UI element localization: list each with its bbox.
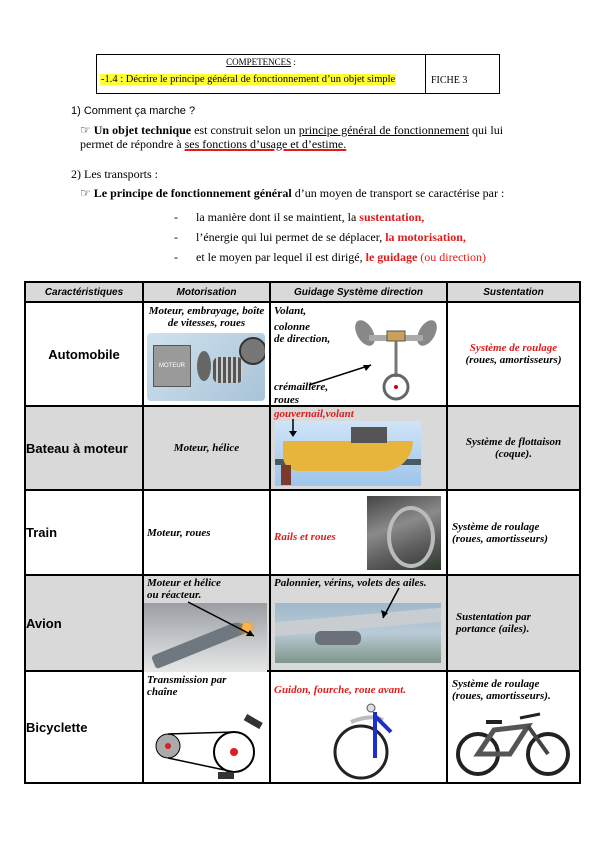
table-row bbox=[25, 302, 580, 406]
arrow-icon bbox=[271, 303, 448, 407]
guidage-text-5: roues bbox=[274, 394, 300, 406]
pointing-hand-icon: ☞ bbox=[80, 186, 91, 200]
list-highlight: la motorisation, bbox=[385, 230, 466, 244]
section2-intro bbox=[80, 186, 504, 200]
sustentation-text: Sustentation par bbox=[456, 611, 531, 623]
sustentation-text-red: Système de roulage bbox=[469, 342, 558, 354]
motorisation-cell bbox=[143, 671, 270, 783]
list-item: - l’énergie qui lui permet de se déplacer, la motorisation, bbox=[174, 230, 466, 244]
motorisation-text: chaîne bbox=[147, 686, 178, 698]
text: d’un moyen de transport se caractérise par : bbox=[291, 186, 505, 200]
sustentation-text: portance (ailes). bbox=[456, 623, 530, 635]
train-wheel-image bbox=[367, 496, 441, 570]
guidage-text: gouvernail,volant bbox=[274, 408, 354, 420]
gearbox-image bbox=[147, 333, 265, 401]
section2-heading: 2) Les transports : bbox=[71, 167, 158, 181]
guidage-text: Palonnier, vérins, volets des ailes. bbox=[274, 577, 427, 589]
red-underlined-term: ses fonctions d’usage et d’estime. bbox=[184, 137, 347, 151]
underlined-term: principe général de fonctionnement bbox=[298, 123, 470, 137]
wheel-rim bbox=[387, 506, 435, 568]
motorisation-text: Moteur et hélice bbox=[147, 577, 221, 589]
list-text: l’énergie qui lui permet de se déplacer, bbox=[196, 230, 386, 244]
saddle bbox=[486, 720, 502, 724]
list-highlight: le guidage bbox=[365, 250, 418, 264]
sustentation-text: (coque). bbox=[495, 448, 532, 460]
row-name: Avion bbox=[25, 575, 143, 671]
clutch-shape bbox=[197, 351, 211, 381]
arrow-icon bbox=[271, 407, 448, 491]
motorisation-cell: Moteur, hélice bbox=[143, 406, 270, 490]
gears-shape bbox=[213, 357, 243, 383]
wheel-shape bbox=[239, 337, 265, 365]
table-row bbox=[25, 406, 580, 490]
chain-bottom bbox=[168, 758, 234, 772]
motor-block: MOTEUR bbox=[153, 345, 191, 387]
fork bbox=[528, 726, 548, 754]
guidage-cell bbox=[270, 406, 447, 490]
list-highlight: sustentation, bbox=[359, 210, 425, 224]
sustentation-text: Système de roulage bbox=[452, 678, 540, 690]
row-name: Bateau à moteur bbox=[25, 406, 143, 490]
motorisation-cell: Moteur, roues bbox=[143, 490, 270, 575]
header-caracteristiques: Caractéristiques bbox=[25, 282, 143, 302]
guidage-text: Rails et roues bbox=[274, 531, 336, 543]
motorisation-text: Transmission par bbox=[147, 674, 227, 686]
text: est construit selon un bbox=[191, 123, 299, 137]
sustentation-cell bbox=[447, 490, 580, 575]
front-wheel bbox=[335, 726, 387, 778]
row-name: Bicyclette bbox=[25, 671, 143, 783]
guidage-text-2: colonne bbox=[274, 321, 311, 333]
header-guidage: Guidage Système direction bbox=[270, 282, 447, 302]
table-header-row bbox=[25, 282, 580, 302]
list-suffix: (ou direction) bbox=[417, 250, 486, 264]
motorisation-cell bbox=[143, 575, 270, 671]
guidage-cell bbox=[270, 490, 447, 575]
sustentation-cell bbox=[447, 575, 580, 671]
fiche-label: FICHE 3 bbox=[431, 75, 468, 86]
sustentation-text: (roues, amortisseurs). bbox=[452, 690, 551, 702]
competence-title bbox=[97, 57, 425, 67]
guidage-text: Guidon, fourche, roue avant. bbox=[274, 684, 407, 696]
motorisation-cell bbox=[143, 302, 270, 406]
sustentation-cell bbox=[447, 302, 580, 406]
transport-table bbox=[24, 281, 581, 784]
competence-left-cell bbox=[97, 55, 426, 93]
row-name: Train bbox=[25, 490, 143, 575]
table-row bbox=[25, 671, 580, 783]
table-row bbox=[25, 575, 580, 671]
bold-term: Un objet technique bbox=[93, 123, 192, 137]
row-name: Automobile bbox=[25, 302, 143, 406]
sustentation-cell bbox=[447, 406, 580, 490]
competence-title-text: COMPETENCES bbox=[226, 57, 292, 67]
list-item: - et le moyen par lequel il est dirigé, le guidage (ou direction) bbox=[174, 250, 486, 264]
header-motorisation: Motorisation bbox=[143, 282, 270, 302]
rear-hub bbox=[165, 743, 171, 749]
pointing-hand-icon: ☞ bbox=[80, 123, 91, 137]
bike-front-drawing bbox=[331, 702, 401, 782]
motorisation-text: ou réacteur. bbox=[147, 589, 202, 601]
competence-box bbox=[96, 54, 500, 94]
guidage-text-3: de direction, bbox=[274, 333, 331, 345]
motorisation-text: Moteur, embrayage, boîte de vitesses, roues bbox=[148, 305, 265, 329]
guidage-cell bbox=[270, 575, 447, 671]
handlebar bbox=[520, 714, 540, 718]
competence-title-suffix: : bbox=[291, 57, 296, 67]
sustentation-cell bbox=[447, 671, 580, 783]
crank-hub bbox=[230, 748, 238, 756]
arrow-icon bbox=[144, 576, 271, 672]
mountain-bike-drawing bbox=[454, 712, 574, 778]
section1-paragraph bbox=[80, 123, 520, 151]
text: permet de répondre à bbox=[80, 137, 185, 151]
pedal-top bbox=[244, 714, 263, 729]
list-text: et le moyen par lequel il est dirigé, bbox=[196, 250, 366, 264]
competence-item: -1.4 : Décrire le principe général de fonctionnement d’un objet simple bbox=[101, 74, 396, 85]
frame bbox=[478, 726, 528, 754]
sustentation-text: (roues, amortisseurs) bbox=[465, 354, 562, 366]
sustentation-text: (roues, amortisseurs) bbox=[452, 532, 548, 545]
text: qui lui bbox=[469, 123, 504, 137]
sustentation-text: Système de roulage bbox=[452, 520, 540, 533]
guidage-cell bbox=[270, 302, 447, 406]
guidage-text-4: crémaillère, bbox=[274, 381, 329, 393]
bold-term: Le principe de fonctionnement général bbox=[93, 186, 292, 200]
arrow-icon bbox=[271, 576, 448, 672]
section1-heading: 1) Comment ça marche ? bbox=[71, 105, 196, 117]
sustentation-text: Système de flottaison bbox=[465, 436, 562, 448]
table-row bbox=[25, 490, 580, 575]
guidage-cell bbox=[270, 671, 447, 783]
guidage-text-1: Volant, bbox=[274, 305, 307, 317]
list-text: la manière dont il se maintient, la bbox=[196, 210, 360, 224]
chain-drive-drawing bbox=[148, 712, 268, 782]
lamp bbox=[367, 704, 375, 712]
section2-list bbox=[174, 207, 486, 267]
pedal-bottom bbox=[218, 772, 234, 779]
header-sustentation: Sustentation bbox=[447, 282, 580, 302]
list-item: - la manière dont il se maintient, la sustentation, bbox=[174, 210, 425, 224]
